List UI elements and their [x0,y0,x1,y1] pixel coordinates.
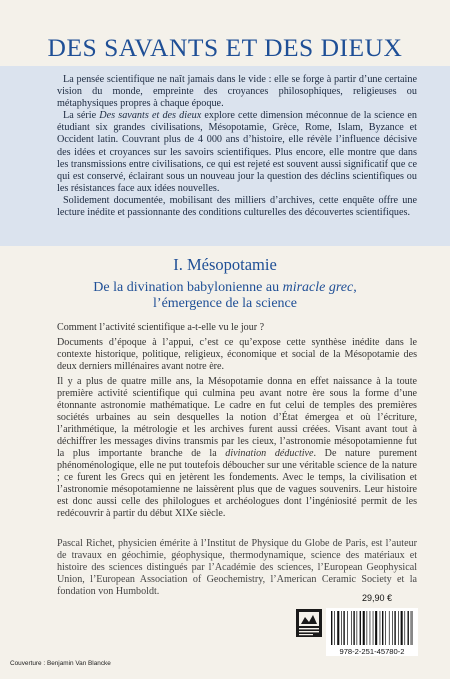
blurb-paragraph-1: La pensée scientifique ne naît jamais dans le vide : elle se forge à partir d’une certaine vision du monde, empreinte des croyances philosophiques, religieuses ou métaphysiques propres à chaque époque. [57,74,417,110]
subtitle-text: De la divination babylonienne au [93,280,283,295]
description-paragraph-1: Comment l’activité scientifique a-t-elle vu le jour ? [57,322,265,333]
series-title: DES SAVANTS ET DES DIEUX [47,33,403,62]
price: 29,90 € [362,593,393,603]
series-blurb [57,74,417,219]
book-description [57,322,417,523]
description-italic: divination déductive [225,448,314,459]
description-text: . De nature purement phénoménologique, elle ne put toutefois déboucher sur une véritable science de la nature ; ce furent les Grecs qui en jetèrent les fondements. Avec le temps, la civilisation et l’astronomie mésopotamienne ne laissèrent plus que de vagues souvenirs. Leur histoire est donc aussi celle des philologues et archéologues dont l’ingéniosité permit de les redécouvrir à partir du début XIXe siècle. [57,448,417,519]
blurb-text: La série [63,110,100,122]
volume-number: I. Mésopotamie [173,255,277,274]
series-blurb-panel [0,66,450,246]
subtitle-text: , [353,280,357,295]
barcode [326,608,418,648]
description-text: Il y a plus de quatre mille ans, la Mésopotamie donna en effet naissance à la toute première activité scientifique qui culmina peu avant notre ère sous la forme d’une étonnante astronomie mathématique. Le cadre en fut celui de temples des premières sociétés urbaines au sein desquelles la notion d’État émergea et où l’écriture, l’arithmétique, la métrologie et les archives furent aussi créées. Visant avant tout à déchiffrer les messages divins transmis par les cieux, l’astronomie mésopotamienne fut la plus importante branche de la [57,376,417,459]
cover-credit: Couverture : Benjamin Van Blancke [10,660,111,667]
publisher-logo [296,609,322,637]
subtitle-italic: miracle grec [282,280,354,295]
description-paragraph-2: Documents d’époque à l’appui, c’est ce qu’expose cette synthèse inédite dans le contexte historique, politique, religieux, économique et social de la Mésopotamie des deux derniers millénaires avant notre ère. [57,337,417,372]
subtitle-line-2: l’émergence de la science [153,296,297,311]
blurb-text: explore cette dimension méconnue de la science en étudiant six grandes civilisations, Mésopotamie, Grèce, Rome, Islam, Byzance et Occident latin. Couvrant plus de 4 000 ans d’histoire, elle révèle l’influence décisive des idées et croyances sur les savoirs scientifiques. Plus encore, elle montre que dans les transmissions entre civilisations, ce qui est rejeté est souvent aussi significatif que ce qui est conservé, éclairant sous un nouveau jour la question des déclins scientifiques ou les résistances face aux idées nouvelles. [57,110,417,194]
author-bio-text: Pascal Richet, physicien émérite à l’Institut de Physique du Globe de Paris, est l’auteur de travaux en géochimie, géophysique, thermodynamique, science des matériaux et histoire des sciences distingués par l’Académie des sciences, l’European Geophysical Union, l’European Association of Geochemistry, l’American Ceramic Society et la fondation von Humboldt. [57,538,417,597]
blurb-paragraph-3: Solidement documentée, mobilisant des milliers d’archives, cette enquête offre une lecture inédite et passionnante des conditions culturelles des découvertes scientifiques. [57,194,417,219]
description-paragraph-3 [57,376,417,520]
volume-subtitle [0,280,450,312]
series-name-italic: Des savants et des dieux [99,110,202,122]
volume-heading [0,255,450,312]
author-bio [57,538,417,598]
isbn: 978-2-251-45780-2 [326,647,418,656]
blurb-paragraph-2 [57,110,417,195]
